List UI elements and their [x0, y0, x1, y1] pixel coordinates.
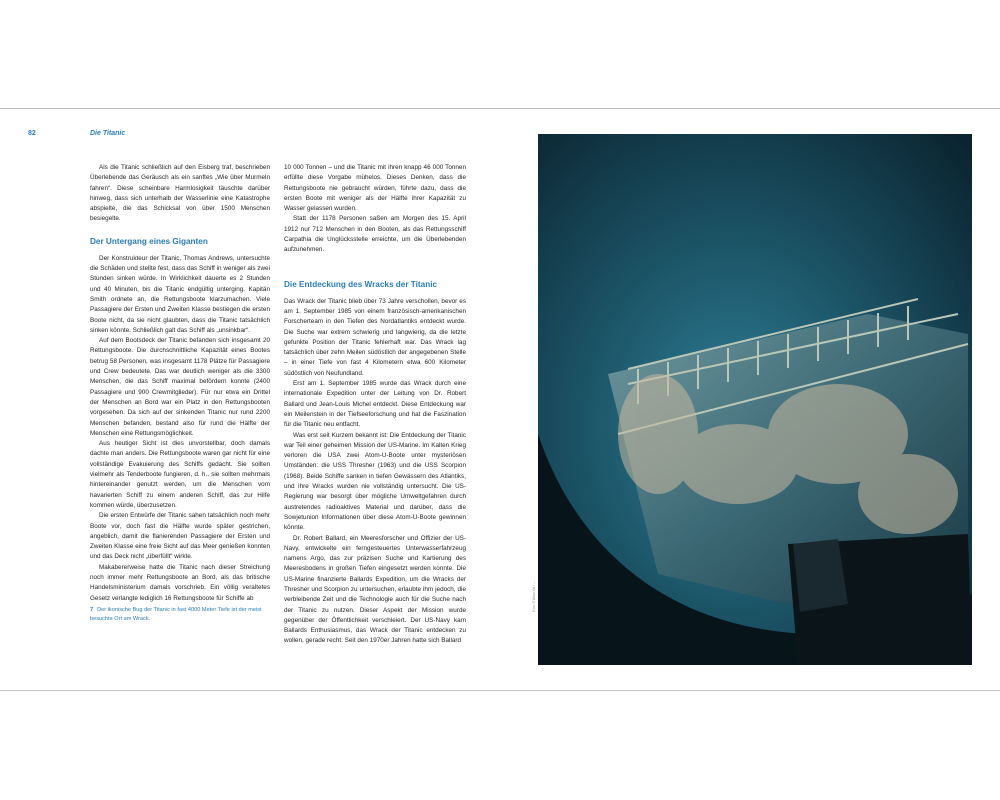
section-heading: Die Entdeckung des Wracks der Titanic — [284, 279, 438, 289]
paragraph: Aus heutiger Sicht ist dies unvorstellbar, doch damals dachte man anders. Die Rettungsboote waren gar nicht für eine vollständige Evakuierung des Schiffs gedacht. Sie sollten vielmehr als Tenderboote fungieren, d. h., sie sollten mehrmals hintereinander genutzt werden, um die Menschen vom havarierten Schiff zu einem anderen Schiff, das zur Hilfe kommen würde, überzusetzen. — [90, 440, 270, 509]
text-column-left — [90, 163, 270, 604]
paragraph: Was erst seit Kurzem bekannt ist: Die Entdeckung der Titanic war Teil einer geheimen Mission der US-Marine. Im Kalten Krieg verloren die USA zwei Atom-U-Boote unter mysteriösen Umständen: die USS Thresher (1963) und die USS Scorpion (1968). Beide Schiffe sanken in tiefen Gewässern des Atlantiks, und ihre Wracks wurden nie vollständig untersucht. Die US-Regierung war besorgt über mögliche Umweltgefahren durch austretendes radioaktives Material und darüber, dass die Sowjetunion Informationen über diese Atom-U-Boote gewinnen könnte. — [284, 431, 466, 532]
caption-number: 7 — [90, 607, 94, 613]
paragraph: Makabererweise hatte die Titanic nach dieser Streichung noch immer mehr Rettungsboote an Bord, als das britische Handelsministerium damals vorschrieb. Ein völlig veraltetes Gesetz verlangte lediglich 16 Rettungsboote für Schiffe ab — [90, 563, 270, 602]
figure-caption — [90, 606, 278, 624]
paragraph: Dr. Robert Ballard, ein Meeresforscher und Offizier der US-Navy, entwickelte ein ferngesteuertes Unterwasserfahrzeug namens Argo, das zur präzisen Suche und Kartierung des Meeresbodens in großen Tiefen eingesetzt werden konnte. Die US-Marine finanzierte Ballards Expedition, um die Wracks der Thresher und Scorpion zu untersuchen, erlaubte ihm jedoch, die verbleibende Zeit und die Technologie auch für die Suche nach der Titanic zu nutzen. Dieser Aspekt der Mission wurde gegenüber der Öffentlichkeit verschleiert. Der US-Navy kam Ballards Enthusiasmus, das Wrack der Titanic entdecken zu wollen, gerade recht. Seit den 1970er Jahren hatte sich Ballard — [284, 534, 466, 645]
paragraph: Auf dem Bootsdeck der Titanic befanden sich insgesamt 20 Rettungsboote. Die durchschnittliche Kapazität eines Bootes betrug 58 Personen, was insgesamt 1178 Plätze für Passagiere und Crew bedeutete. Das war deutlich weniger als die 3300 Menschen, die das Schiff maximal befördern konnte (2400 Passagiere und 900 Crewmitglieder). Für nur etwa ein Drittel der Menschen an Bord war ein Platz in den Rettungsbooten vorgesehen. Da sich auf der sinkenden Titanic nur rund 2200 Menschen befanden, bestand also für rund die Hälfte der Menschen eine Rettungsmöglichkeit. — [90, 337, 270, 437]
section-heading: Der Untergang eines Giganten — [90, 236, 208, 246]
paragraph: 10 000 Tonnen – und die Titanic mit ihren knapp 46 000 Tonnen erfüllte diese Vorgabe mühelos. Dieses Denken, dass die Rettungsboote nie gebraucht würden, führte dazu, dass die ersten Boote mit weniger als der Hälfte ihrer Kapazität zu Wasser gelassen wurden. — [284, 164, 466, 213]
paragraph: Das Wrack der Titanic blieb über 73 Jahre verschollen, bevor es am 1. September 1985 von einem französisch-amerikanischen Forscherteam in den Tiefen des Nordatlantiks entdeckt wurde. Die Suche war extrem schwierig und langwierig, da die letzte gefunkte Position der Titanic fehlerhaft war. Das Wrack lag tatsächlich über zehn Meilen südöstlich der angegebenen Stelle – in einer Tiefe von fast 4 Kilometern etwa 600 Kilometer südöstlich von Neufundland. — [284, 297, 466, 377]
photo-credit: Foto: © Atlan Ltd / ... — [532, 581, 536, 612]
photo-illustration — [538, 134, 972, 665]
paragraph: Als die Titanic schließlich auf den Eisberg traf, beschrieben Überlebende das Geräusch als ein sanftes „Wie über Murmeln fahren“. Diese scheinbare Harmlosigkeit täuschte darüber hinweg, dass sich unterhalb der Wasserlinie eine Katastrophe abspielte, die das Schicksal von über 1500 Menschen besiegelte. — [90, 164, 270, 223]
paragraph: Statt der 1178 Personen saßen am Morgen des 15. April 1912 nur 712 Menschen in den Booten, als das Rettungsschiff Carpathia die Unglücksstelle erreichte, um die Überlebenden aufzunehmen. — [284, 215, 466, 254]
paragraph: Erst am 1. September 1985 wurde das Wrack durch eine internationale Expedition unter der Leitung von Dr. Robert Ballard und Jean-Louis Michel entdeckt. Diese Entdeckung war ein Meilenstein in der Tiefseeforschung und hat die Faszination für die Titanic neu entfacht. — [284, 380, 466, 429]
caption-text: Der ikonische Bug der Titanic in fast 4000 Meter Tiefe ist der meist besuchte Ort am Wrack. — [90, 607, 262, 623]
text-column-right — [284, 163, 466, 647]
running-title: Die Titanic — [90, 130, 126, 137]
paragraph: Der Konstrukteur der Titanic, Thomas Andrews, untersuchte die Schäden und stellte fest, dass das Schiff in weniger als zwei Stunden sinken würde. In Wirklichkeit dauerte es 2 Stunden und 40 Minuten, bis die Titanic endgültig unterging. Kapitän Smith ordnete an, die Rettungsboote klarzumachen. Viele Passagiere der Ersten und Zweiten Klasse bestiegen die ersten Boote nicht, da sie nicht glaubten, dass die Titanic tatsächlich sinken könnte. Schließlich galt das Schiff als „unsinkbar“. — [90, 254, 270, 334]
paragraph: Die ersten Entwürfe der Titanic sahen tatsächlich noch mehr Boote vor, doch fast die Hälfte wurde später gestrichen, angeblich, damit die flanierenden Passagiere der Ersten und Zweiten Klasse eine freie Sicht auf das Meer genießen konnten und das Deck nicht „überfüllt“ wirkte. — [90, 512, 270, 561]
titanic-bow-photo — [538, 134, 972, 665]
page-number: 82 — [28, 130, 36, 137]
